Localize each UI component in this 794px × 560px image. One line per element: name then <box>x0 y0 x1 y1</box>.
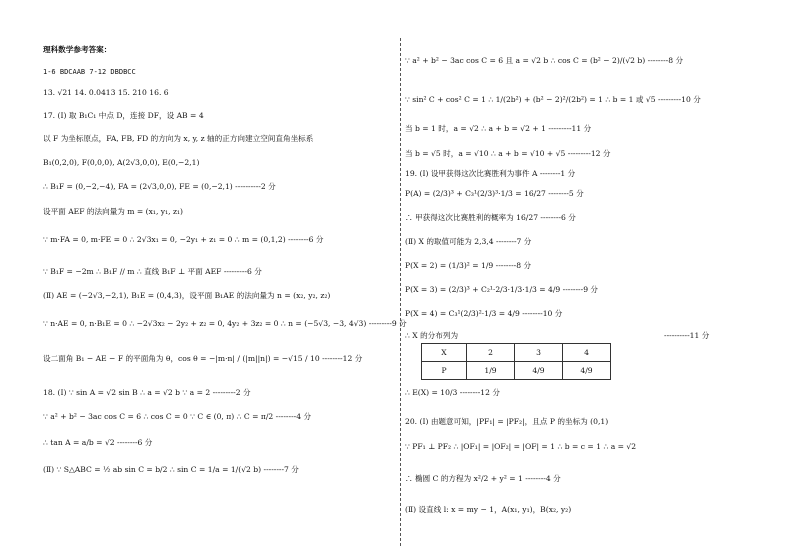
right-line: P(X = 3) = (2/3)³ + C₂¹·2/3·1/3·1/3 = 4/9 --------9 分 <box>405 285 599 294</box>
table-cell: 4 <box>563 344 611 362</box>
right-line: ∵ PF₁ ⊥ PF₂ ∴ |OF₁| = |OF₂| = |OF| = 1 ∴ b = c = 1 ∴ a = √2 <box>405 442 637 451</box>
right-line: ∴ 甲获得这次比赛胜利的概率为 16/27 --------6 分 <box>405 213 576 222</box>
right-line: ∴ 椭圆 C 的方程为 x²/2 + y² = 1 --------4 分 <box>405 474 561 483</box>
fill-blank-answers: 13. √21 14. 0.0413 15. 210 16. 6 <box>43 88 169 97</box>
table-cell: 1/9 <box>467 362 515 380</box>
multiple-choice-answers: 1-6 BDCAAB 7-12 DBDBCC <box>43 68 136 76</box>
left-line: (Ⅱ) ∵ S△ABC = ½ ab sin C = b/2 ∴ sin C = 1/a = 1/(√2 b) --------7 分 <box>43 465 299 474</box>
left-line: 17. (Ⅰ) 取 B₁C₁ 中点 D，连接 DF，设 AB = 4 <box>43 111 204 120</box>
left-line: 以 F 为坐标原点，FA, FB, FD 的方向为 x, y, z 轴的正方向建立空间直角坐标系 <box>43 134 314 143</box>
right-line: ∵ a² + b² − 3ac cos C = 6 且 a = √2 b ∴ cos C = (b² − 2)/(√2 b) --------8 分 <box>405 56 684 65</box>
right-line: (Ⅱ) X 的取值可能为 2,3,4 --------7 分 <box>405 237 532 246</box>
right-line: ∴ E(X) = 10/3 --------12 分 <box>405 388 500 397</box>
table-cell: X <box>422 344 467 362</box>
left-line: ∵ n·AE = 0, n·B₁E = 0 ∴ −2√3x₂ − 2y₂ + z₂ = 0, 4y₂ + 3z₂ = 0 ∴ n = (−5√3, −3, 4√3) ---------9 分 <box>43 319 407 328</box>
left-line: 设平面 AEF 的法向量为 m = (x₁, y₁, z₁) <box>43 207 183 216</box>
column-divider <box>400 38 401 546</box>
right-line: ∴ X 的分布列为 <box>405 331 459 340</box>
table-cell: 4/9 <box>563 362 611 380</box>
left-line: ∴ tan A = a/b = √2 --------6 分 <box>43 438 153 447</box>
page-title: 理科数学参考答案： <box>43 45 112 54</box>
table-cell: 3 <box>515 344 563 362</box>
right-line: 19. (Ⅰ) 设甲获得这次比赛胜利为事件 A --------1 分 <box>405 169 576 178</box>
right-line: ∵ sin² C + cos² C = 1 ∴ 1/(2b²) + (b² − 2)²/(2b²) = 1 ∴ b = 1 或 √5 ---------10 分 <box>405 95 701 104</box>
table-cell: P <box>422 362 467 380</box>
left-line: B₁(0,2,0), F(0,0,0), A(2√3,0,0), E(0,−2,1) <box>43 158 200 167</box>
left-line: ∵ m·FA = 0, m·FE = 0 ∴ 2√3x₁ = 0, −2y₁ + z₁ = 0 ∴ m = (0,1,2) --------6 分 <box>43 235 324 244</box>
right-line: P(A) = (2/3)³ + C₃¹(2/3)³·1/3 = 16/27 --------5 分 <box>405 189 584 198</box>
table-cell: 4/9 <box>515 362 563 380</box>
right-line: (Ⅱ) 设直线 l: x = my − 1，A(x₁, y₁)，B(x₂, y₂) <box>405 505 572 514</box>
left-line: 18. (Ⅰ) ∵ sin A = √2 sin B ∴ a = √2 b ∵ a = 2 ---------2 分 <box>43 388 251 397</box>
right-line: 当 b = √5 时，a = √10 ∴ a + b = √10 + √5 ---------12 分 <box>405 149 611 158</box>
table-row <box>422 362 611 380</box>
left-line: ∴ B₁F = (0,−2,−4), FA = (2√3,0,0), FE = (0,−2,1) ----------2 分 <box>43 182 276 191</box>
right-line: ----------11 分 <box>664 331 710 340</box>
right-line: 20. (Ⅰ) 由题意可知，|PF₁| = |PF₂|，且点 P 的坐标为 (0,1) <box>405 417 609 426</box>
left-line: 设二面角 B₁ − AE − F 的平面角为 θ，cos θ = −|m·n| / (|m||n|) = −√15 / 10 --------12 分 <box>43 354 363 363</box>
right-line: P(X = 4) = C₃¹(2/3)²·1/3 = 4/9 --------10 分 <box>405 309 563 318</box>
table-row <box>422 344 611 362</box>
left-line: ∵ B₁F = −2m ∴ B₁F // m ∴ 直线 B₁F ⊥ 平面 AEF ---------6 分 <box>43 267 262 276</box>
left-line: ∵ a² + b² − 3ac cos C = 6 ∴ cos C = 0 ∵ C ∈ (0, π) ∴ C = π/2 --------4 分 <box>43 412 312 421</box>
left-line: (Ⅱ) AE = (−2√3,−2,1), B₁E = (0,4,3)，设平面 B₁AE 的法向量为 n = (x₂, y₂, z₂) <box>43 291 331 300</box>
table-cell: 2 <box>467 344 515 362</box>
distribution-table <box>421 343 611 380</box>
right-line: 当 b = 1 时，a = √2 ∴ a + b = √2 + 1 ---------11 分 <box>405 124 592 133</box>
right-line: P(X = 2) = (1/3)² = 1/9 --------8 分 <box>405 261 532 270</box>
